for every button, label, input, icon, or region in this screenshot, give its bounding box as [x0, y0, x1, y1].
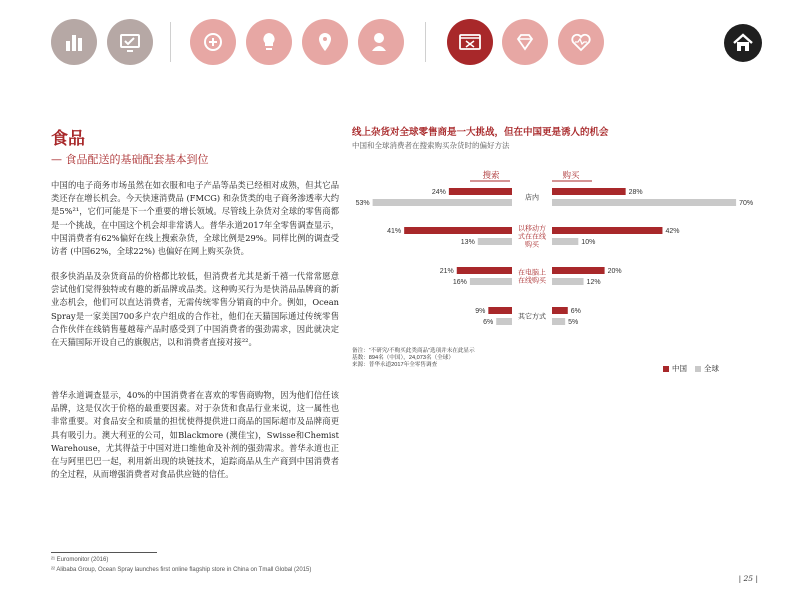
body-paragraph: 普华永道调查显示，40%的中国消费者在喜欢的零售商购物，因为他们信任该品牌，这是仅次于价格的最重要因素。对于杂货和食品行业来说，这一属性也非常重要。对食品安全和质量的担忧使得提供进口商品的国际超市及品牌商更具有吸引力。澳大利亚的公司，如Blackmore (澳佳宝)，Swisse和Chemist Warehouse，尤其得益于中国对进口维他命及补剂的强劲需求。普华永道也正在与阿里巴巴一起，利用新出现的块链技术，追踪商品从生产商到中国消费者的全过程，从而增强消费者对食品供应链的信任。 [51, 390, 339, 480]
page-title: 食品 [51, 129, 85, 149]
category-label: 在线购买 [518, 276, 546, 285]
bar-search-china [404, 227, 512, 234]
chart-title: 线上杂货对全球零售商是一大挑战，但在中国更是诱人的机会 [352, 127, 609, 138]
nav-separator [170, 22, 171, 62]
category-label: 店内 [525, 193, 539, 202]
bar-buy-china [552, 227, 662, 234]
value-label-buy-global: 12% [586, 279, 601, 286]
category-label: 在电脑上 [518, 268, 546, 277]
value-label-search-china: 9% [475, 308, 486, 315]
bar-search-china [488, 307, 512, 314]
bar-search-china [449, 188, 512, 195]
bar-buy-china [552, 267, 605, 274]
page-subtitle: — 食品配送的基础配套基本到位 [51, 153, 209, 166]
bar-search-global [478, 238, 512, 245]
group-header-buy: 购买 [562, 171, 580, 181]
value-label-buy-china: 20% [607, 268, 622, 275]
category-label: 式在在线 [518, 232, 546, 241]
health-icon[interactable] [558, 19, 604, 65]
top-navigation [0, 0, 792, 80]
value-label-search-china: 24% [431, 189, 446, 196]
value-label-buy-china: 6% [570, 308, 581, 315]
legend-label: 全球 [704, 364, 719, 373]
chart-subtitle: 中国和全球消费者在搜索购买杂货时的偏好方法 [352, 141, 510, 150]
value-label-buy-china: 42% [665, 228, 680, 235]
bar-buy-global [552, 238, 578, 245]
bar-buy-china [552, 307, 568, 314]
chart-notes [352, 348, 475, 369]
legend-swatch [663, 366, 669, 372]
value-label-buy-global: 5% [568, 319, 579, 326]
body-paragraph: 中国的电子商务市场虽然在如衣服和电子产品等品类已经相对成熟，但其它品类还存在增长机会。今天快速消费品 (FMCG) 和杂货类的电子商务渗透率大约是5%²¹，它们可能是下一个重要的增长领域。尽管线上杂货对全球的零售商都是一个挑战，在中国这个机会却非常诱人。普华永道2017年全零售调查显示，中国消费者有62%偏好在线上搜索杂货，全球比例是29%。同样比例的调查受访者 (中国62%，全球22%) 也偏好在网上购买杂货。 [51, 180, 339, 257]
value-label-search-china: 41% [387, 228, 402, 235]
chart-note: 基数：894名（中国），24,073名（全球） [352, 355, 454, 361]
value-label-search-global: 53% [355, 200, 370, 207]
footnote: ²¹ Euromonitor (2016) [51, 557, 109, 563]
bar-search-global [496, 318, 512, 325]
consumer-icon[interactable] [190, 19, 236, 65]
location-icon[interactable] [302, 19, 348, 65]
value-label-buy-global: 70% [739, 200, 754, 207]
value-label-search-china: 21% [439, 268, 454, 275]
value-label-search-global: 6% [483, 319, 494, 326]
food-delivery-icon[interactable] [447, 19, 493, 65]
group-header-search: 搜索 [482, 171, 500, 181]
legend-item-china [663, 363, 687, 374]
value-label-search-global: 13% [460, 239, 475, 246]
value-label-search-global: 16% [452, 279, 467, 286]
category-label: 其它方式 [518, 312, 546, 321]
legend-item-global [695, 363, 719, 374]
body-paragraph: 很多快消品及杂货商品的价格都比较低，但消费者尤其是新千禧一代常常愿意尝试他们觉得独特或有趣的新品牌或品类。这种购买行为是快消品品牌商的新业态机会，他们可以直达消费者，无需传统零售分销商的中介。例如，Ocean Spray是一家美国700多户农户组成的合作社，他们在天猫国际通过传统零售合作伙伴在线销售蔓越莓产品时感受到了中国消费者的强劲需求，因此就决定在天猫国际开设自己的旗舰店，以和消费者直接对接²²。 [51, 271, 339, 348]
category-label: 购买 [525, 240, 539, 249]
home-icon[interactable] [724, 24, 762, 62]
beauty-icon[interactable] [358, 19, 404, 65]
footnote-divider [51, 552, 157, 553]
footnote: ²² Alibaba Group, Ocean Spray launches first online flagship store in China on Tmall Global (2015) [51, 567, 312, 573]
bar-buy-global [552, 318, 565, 325]
page-number: | 25 | [738, 574, 758, 583]
chart-note: 备注：“不研究/不购买此类商品”选项并未在此显示 [352, 348, 475, 354]
bar-buy-global [552, 199, 736, 206]
bar-search-global [373, 199, 512, 206]
category-label: 以移动方 [518, 224, 546, 233]
ecommerce-overview-icon[interactable] [51, 19, 97, 65]
bar-buy-china [552, 188, 626, 195]
nav-separator [425, 22, 426, 62]
chart-legend [663, 363, 719, 374]
innovation-icon[interactable] [246, 19, 292, 65]
retail-icon[interactable] [107, 19, 153, 65]
value-label-buy-global: 10% [581, 239, 596, 246]
bar-search-global [470, 278, 512, 285]
bar-buy-global [552, 278, 584, 285]
legend-swatch [695, 366, 701, 372]
luxury-icon[interactable] [502, 19, 548, 65]
legend-label: 中国 [672, 364, 687, 373]
bar-search-china [457, 267, 512, 274]
value-label-buy-china: 28% [628, 189, 643, 196]
chart-note: 来源：普华永道2017年全零售调查 [352, 362, 438, 368]
